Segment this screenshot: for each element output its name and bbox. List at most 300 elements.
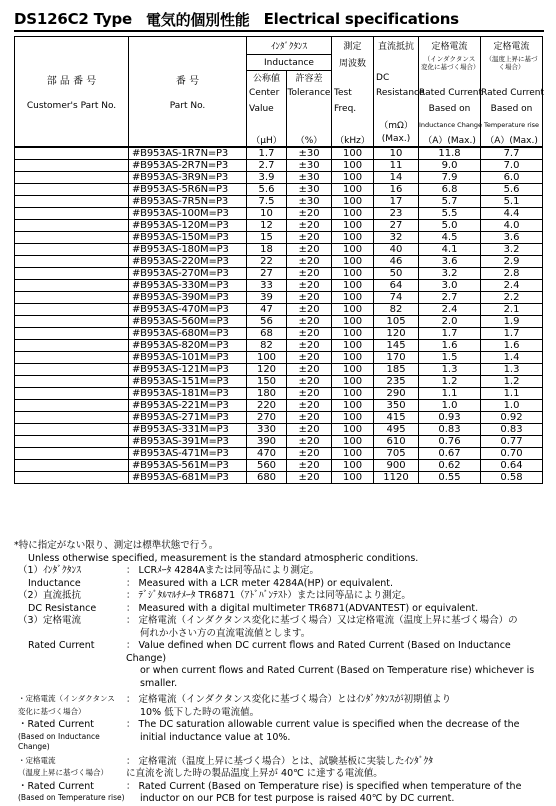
hdr-freq-en2: Freq. (334, 103, 357, 114)
cell-rated-current-l: 2.0 (419, 315, 481, 327)
cell-inductance: 120 (247, 363, 287, 375)
cell-dcr: 64 (374, 279, 419, 291)
def1-text-ja1: ： 定格電流（インダクタンス変化に基づく場合）とはｲﾝﾀﾞｸﾀﾝｽが初期値より (126, 694, 452, 705)
note1-label-ja: （1）ｲﾝﾀﾞｸﾀﾝｽ (18, 565, 82, 576)
cell-test-freq: 100 (332, 303, 374, 315)
def2-label-en2: (Based on Temperature rise) (18, 793, 125, 802)
cell-rated-current-t: 3.2 (481, 243, 543, 255)
cell-part-no: #B953AS-820M=P3 (129, 339, 247, 351)
cell-part-no: #B953AS-221M=P3 (129, 399, 247, 411)
hdr-freq-ja2: 周波数 (339, 59, 367, 69)
cell-customer-part-no (15, 231, 129, 243)
cell-inductance: 270 (247, 411, 287, 423)
hdr-nominal-unit: （μH） (251, 135, 282, 146)
cell-rated-current-t: 0.83 (481, 423, 543, 435)
cell-customer-part-no (15, 315, 129, 327)
cell-test-freq: 100 (332, 231, 374, 243)
hdr-rc1-ja: 定格電流 (431, 42, 468, 53)
cell-dcr: 16 (374, 183, 419, 195)
cell-tolerance: ±20 (287, 387, 332, 399)
cell-part-no: #B953AS-1R7N=P3 (129, 147, 247, 160)
cell-customer-part-no (15, 147, 129, 160)
cell-dcr: 170 (374, 351, 419, 363)
cell-customer-part-no (15, 219, 129, 231)
cell-test-freq: 100 (332, 327, 374, 339)
cell-customer-part-no (15, 183, 129, 195)
hdr-tol-unit: （%） (295, 135, 323, 146)
note2-text-ja: ： ﾃﾞｼﾞﾀﾙﾏﾙﾁﾒｰﾀ TR6871（ｱﾄﾞﾊﾞﾝﾃｽﾄ）または同等品により測定。 (126, 590, 411, 601)
hdr-dcr-en2: Resistance (376, 87, 425, 98)
cell-inductance: 470 (247, 447, 287, 459)
note3-text-ja2: 何れか小さい方の直流電流値とします。 (140, 627, 311, 639)
cell-customer-part-no (15, 159, 129, 171)
cell-part-no: #B953AS-5R6N=P3 (129, 183, 247, 195)
cell-tolerance: ±20 (287, 207, 332, 219)
cell-inductance: 47 (247, 303, 287, 315)
cell-test-freq: 100 (332, 219, 374, 231)
cell-test-freq: 100 (332, 195, 374, 207)
hdr-rc2-sub: （温度上昇に基づく場合） (485, 54, 538, 71)
cell-rated-current-t: 2.8 (481, 267, 543, 279)
cell-tolerance: ±20 (287, 351, 332, 363)
cell-inductance: 27 (247, 267, 287, 279)
cell-customer-part-no (15, 207, 129, 219)
cell-test-freq: 100 (332, 471, 374, 483)
cell-inductance: 82 (247, 339, 287, 351)
hdr-part-no-en: Customer's Part No. (26, 100, 117, 111)
hdr-inductance-en: Inductance (264, 57, 314, 68)
cell-test-freq: 100 (332, 171, 374, 183)
hdr-nominal-en1: Center (249, 87, 280, 98)
hdr-ban-ja: 番 号 (175, 75, 200, 87)
cell-part-no: #B953AS-101M=P3 (129, 351, 247, 363)
cell-dcr: 105 (374, 315, 419, 327)
table-row (15, 411, 543, 423)
cell-test-freq: 100 (332, 183, 374, 195)
cell-dcr: 82 (374, 303, 419, 315)
cell-customer-part-no (15, 255, 129, 267)
cell-tolerance: ±20 (287, 327, 332, 339)
cell-customer-part-no (15, 411, 129, 423)
title-model: DS126C2 Type (14, 10, 132, 28)
cell-part-no: #B953AS-391M=P3 (129, 435, 247, 447)
note3-text-en1: ： Value defined when DC current flows and Rated Current (Based on Inductance Change) (126, 640, 511, 664)
cell-tolerance: ±20 (287, 279, 332, 291)
def2-label-ja1: ・定格電流 (18, 755, 56, 765)
cell-rated-current-l: 1.1 (419, 387, 481, 399)
note-intro-en: Unless otherwise specified, measurement is the standard atmospheric conditions. (28, 552, 419, 564)
hdr-freq-ja1: 測定 (343, 42, 362, 53)
cell-inductance: 680 (247, 471, 287, 483)
def1-label-ja2: 変化に基づく場合） (18, 706, 86, 716)
def1-label-en2: (Based on Inductance Change) (18, 731, 100, 751)
note3-text-ja1: ： 定格電流（インダクタンス変化に基づく場合）又は定格電流（温度上昇に基づく場合）の (126, 615, 518, 626)
cell-test-freq: 100 (332, 459, 374, 471)
cell-test-freq: 100 (332, 411, 374, 423)
note1-text-en: ： Measured with a LCR meter 4284A(HP) or equivalent. (126, 577, 394, 589)
note2-label-ja: （2）直流抵抗 (18, 590, 82, 601)
cell-tolerance: ±30 (287, 171, 332, 183)
cell-tolerance: ±20 (287, 219, 332, 231)
cell-tolerance: ±20 (287, 291, 332, 303)
cell-rated-current-t: 4.0 (481, 219, 543, 231)
note3-text-en2: or when current flows and Rated Current (Based on Temperature rise) whichever is smaller. (140, 665, 535, 689)
cell-tolerance: ±20 (287, 459, 332, 471)
cell-part-no: #B953AS-271M=P3 (129, 411, 247, 423)
cell-dcr: 290 (374, 387, 419, 399)
cell-part-no: #B953AS-470M=P3 (129, 303, 247, 315)
cell-customer-part-no (15, 303, 129, 315)
cell-rated-current-l: 4.5 (419, 231, 481, 243)
cell-rated-current-l: 3.6 (419, 255, 481, 267)
cell-dcr: 40 (374, 243, 419, 255)
cell-rated-current-t: 6.0 (481, 171, 543, 183)
title-underline (14, 30, 544, 32)
cell-rated-current-l: 1.0 (419, 399, 481, 411)
cell-dcr: 23 (374, 207, 419, 219)
cell-rated-current-l: 1.6 (419, 339, 481, 351)
cell-part-no: #B953AS-2R7N=P3 (129, 159, 247, 171)
cell-part-no: #B953AS-120M=P3 (129, 219, 247, 231)
cell-dcr: 32 (374, 231, 419, 243)
cell-rated-current-t: 7.0 (481, 159, 543, 171)
cell-part-no: #B953AS-100M=P3 (129, 207, 247, 219)
table-row (15, 399, 543, 411)
cell-rated-current-t: 0.70 (481, 447, 543, 459)
cell-inductance: 7.5 (247, 195, 287, 207)
table-row (15, 231, 543, 243)
hdr-rc1-sub: （インダクタンス変化に基づく場合） (421, 54, 480, 71)
cell-inductance: 22 (247, 255, 287, 267)
hdr-part-no-ja: 部 品 番 号 (46, 75, 97, 87)
note-intro-ja: *特に指定がない限り、測定は標準状態で行う。 (14, 540, 219, 551)
table-row (15, 327, 543, 339)
cell-inductance: 180 (247, 387, 287, 399)
page-title (14, 6, 544, 32)
cell-rated-current-l: 2.4 (419, 303, 481, 315)
cell-tolerance: ±20 (287, 471, 332, 483)
cell-part-no: #B953AS-390M=P3 (129, 291, 247, 303)
cell-dcr: 17 (374, 195, 419, 207)
table-row (15, 303, 543, 315)
cell-dcr: 495 (374, 423, 419, 435)
cell-customer-part-no (15, 195, 129, 207)
cell-tolerance: ±20 (287, 363, 332, 375)
cell-rated-current-t: 7.7 (481, 147, 543, 160)
cell-dcr: 11 (374, 159, 419, 171)
cell-rated-current-l: 2.7 (419, 291, 481, 303)
table-row (15, 147, 543, 160)
cell-rated-current-t: 1.2 (481, 375, 543, 387)
hdr-ban-en: Part No. (169, 100, 206, 111)
cell-tolerance: ±20 (287, 435, 332, 447)
table-row (15, 363, 543, 375)
cell-test-freq: 100 (332, 159, 374, 171)
hdr-tol-en: Tolerance (287, 87, 331, 98)
cell-part-no: #B953AS-270M=P3 (129, 267, 247, 279)
title-ja: 電気的個別性能 (145, 10, 250, 29)
cell-rated-current-t: 1.3 (481, 363, 543, 375)
cell-inductance: 56 (247, 315, 287, 327)
cell-customer-part-no (15, 363, 129, 375)
hdr-rc1-en2: Based on (428, 103, 471, 114)
cell-test-freq: 100 (332, 255, 374, 267)
cell-inductance: 15 (247, 231, 287, 243)
cell-rated-current-l: 11.8 (419, 147, 481, 160)
cell-test-freq: 100 (332, 399, 374, 411)
cell-test-freq: 100 (332, 363, 374, 375)
cell-tolerance: ±20 (287, 423, 332, 435)
cell-rated-current-l: 0.83 (419, 423, 481, 435)
cell-test-freq: 100 (332, 147, 374, 160)
hdr-freq-en1: Test (334, 87, 352, 98)
table-row (15, 159, 543, 171)
cell-test-freq: 100 (332, 207, 374, 219)
cell-customer-part-no (15, 327, 129, 339)
note1-label-en: Inductance (28, 577, 81, 589)
table-row (15, 279, 543, 291)
cell-test-freq: 100 (332, 267, 374, 279)
cell-part-no: #B953AS-471M=P3 (129, 447, 247, 459)
cell-rated-current-t: 2.2 (481, 291, 543, 303)
table-body (15, 147, 543, 484)
cell-customer-part-no (15, 447, 129, 459)
def2-text-en2: inductor on our PCB for test purpose is raised 40℃ by DC current. (140, 793, 455, 804)
cell-rated-current-l: 6.8 (419, 183, 481, 195)
cell-test-freq: 100 (332, 243, 374, 255)
note3-label-ja: （3）定格電流 (18, 615, 82, 626)
cell-customer-part-no (15, 375, 129, 387)
cell-rated-current-l: 1.2 (419, 375, 481, 387)
table-row (15, 291, 543, 303)
cell-inductance: 68 (247, 327, 287, 339)
cell-dcr: 145 (374, 339, 419, 351)
cell-rated-current-l: 3.0 (419, 279, 481, 291)
cell-inductance: 5.6 (247, 183, 287, 195)
cell-dcr: 120 (374, 327, 419, 339)
cell-rated-current-l: 5.7 (419, 195, 481, 207)
cell-customer-part-no (15, 459, 129, 471)
cell-part-no: #B953AS-151M=P3 (129, 375, 247, 387)
table-row (15, 195, 543, 207)
cell-tolerance: ±20 (287, 303, 332, 315)
cell-test-freq: 100 (332, 291, 374, 303)
cell-inductance: 390 (247, 435, 287, 447)
cell-rated-current-t: 5.1 (481, 195, 543, 207)
table-row (15, 219, 543, 231)
cell-part-no: #B953AS-220M=P3 (129, 255, 247, 267)
hdr-rc2-en3: Temperature rise (483, 120, 540, 129)
cell-inductance: 10 (247, 207, 287, 219)
def1-text-en1: ： The DC saturation allowable current value is specified when the decrease of the (126, 719, 520, 730)
cell-dcr: 235 (374, 375, 419, 387)
cell-customer-part-no (15, 387, 129, 399)
hdr-rc2-en1: Rated Current (481, 87, 545, 98)
cell-rated-current-t: 3.6 (481, 231, 543, 243)
cell-customer-part-no (15, 339, 129, 351)
table-row (15, 171, 543, 183)
cell-rated-current-t: 1.0 (481, 399, 543, 411)
cell-part-no: #B953AS-180M=P3 (129, 243, 247, 255)
cell-rated-current-t: 0.64 (481, 459, 543, 471)
cell-part-no: #B953AS-560M=P3 (129, 315, 247, 327)
cell-tolerance: ±30 (287, 183, 332, 195)
cell-customer-part-no (15, 471, 129, 483)
cell-customer-part-no (15, 423, 129, 435)
cell-customer-part-no (15, 243, 129, 255)
table-row (15, 375, 543, 387)
note1-text-ja: ： LCRﾒｰﾀ 4284Aまたは同等品により測定。 (126, 565, 319, 576)
cell-inductance: 33 (247, 279, 287, 291)
cell-rated-current-t: 1.6 (481, 339, 543, 351)
cell-tolerance: ±20 (287, 375, 332, 387)
table-row (15, 351, 543, 363)
cell-rated-current-l: 4.1 (419, 243, 481, 255)
cell-tolerance: ±30 (287, 159, 332, 171)
cell-tolerance: ±20 (287, 267, 332, 279)
cell-rated-current-t: 1.1 (481, 387, 543, 399)
hdr-rc2-unit: （A）(Max.) (485, 135, 538, 146)
cell-test-freq: 100 (332, 375, 374, 387)
note3-label-en: Rated Current (28, 640, 95, 651)
cell-part-no: #B953AS-680M=P3 (129, 327, 247, 339)
cell-dcr: 1120 (374, 471, 419, 483)
cell-tolerance: ±20 (287, 243, 332, 255)
cell-tolerance: ±20 (287, 231, 332, 243)
cell-inductance: 2.7 (247, 159, 287, 171)
cell-rated-current-l: 5.5 (419, 207, 481, 219)
spec-table (14, 36, 545, 484)
cell-tolerance: ±20 (287, 399, 332, 411)
cell-tolerance: ±20 (287, 315, 332, 327)
cell-part-no: #B953AS-331M=P3 (129, 423, 247, 435)
cell-customer-part-no (15, 351, 129, 363)
cell-rated-current-t: 2.9 (481, 255, 543, 267)
table-row (15, 255, 543, 267)
cell-part-no: #B953AS-150M=P3 (129, 231, 247, 243)
cell-tolerance: ±30 (287, 195, 332, 207)
cell-dcr: 14 (374, 171, 419, 183)
cell-dcr: 610 (374, 435, 419, 447)
cell-rated-current-t: 2.4 (481, 279, 543, 291)
table-row (15, 339, 543, 351)
def1-text-ja2: 10% 低下した時の電流値。 (140, 706, 260, 718)
table-row (15, 423, 543, 435)
cell-test-freq: 100 (332, 387, 374, 399)
cell-inductance: 560 (247, 459, 287, 471)
def2-text-ja2: に直流を流した時の製品温度上昇が 40℃ に達する電流値。 (126, 768, 383, 779)
hdr-dcr-unit1: （mΩ） (379, 121, 413, 131)
cell-dcr: 46 (374, 255, 419, 267)
cell-inductance: 330 (247, 423, 287, 435)
table-row (15, 207, 543, 219)
def1-label-ja1: ・定格電流（インダクタンス (18, 694, 115, 703)
table-row (15, 267, 543, 279)
cell-tolerance: ±20 (287, 255, 332, 267)
cell-rated-current-l: 1.3 (419, 363, 481, 375)
cell-rated-current-l: 1.5 (419, 351, 481, 363)
hdr-tol-ja: 許容差 (295, 74, 323, 85)
hdr-rc1-unit: （A）(Max.) (423, 135, 476, 146)
table-row (15, 471, 543, 483)
cell-rated-current-l: 3.2 (419, 267, 481, 279)
cell-rated-current-l: 0.62 (419, 459, 481, 471)
hdr-rc2-en2: Based on (490, 103, 533, 114)
table-row (15, 447, 543, 459)
cell-rated-current-t: 5.6 (481, 183, 543, 195)
cell-part-no: #B953AS-181M=P3 (129, 387, 247, 399)
cell-rated-current-t: 0.58 (481, 471, 543, 483)
cell-dcr: 74 (374, 291, 419, 303)
def1-text-en2: initial inductance value at 10%. (140, 731, 291, 743)
cell-dcr: 415 (374, 411, 419, 423)
hdr-dcr-en1: DC (376, 72, 390, 83)
cell-rated-current-t: 1.7 (481, 327, 543, 339)
hdr-rc1-en3: Inductance Change (419, 120, 483, 129)
hdr-rc1-en1: Rated Current (419, 87, 483, 98)
cell-dcr: 10 (374, 147, 419, 160)
hdr-nominal-en2: Value (249, 103, 274, 114)
def2-text-en1: ： Rated Current (Based on Temperature rise) is specified when temperature of the (126, 780, 522, 792)
cell-rated-current-l: 0.93 (419, 411, 481, 423)
cell-part-no: #B953AS-330M=P3 (129, 279, 247, 291)
cell-part-no: #B953AS-7R5N=P3 (129, 195, 247, 207)
cell-test-freq: 100 (332, 447, 374, 459)
cell-part-no: #B953AS-121M=P3 (129, 363, 247, 375)
cell-rated-current-t: 0.77 (481, 435, 543, 447)
cell-customer-part-no (15, 267, 129, 279)
cell-rated-current-l: 0.55 (419, 471, 481, 483)
cell-test-freq: 100 (332, 279, 374, 291)
def2-label-ja2: （温度上昇に基づく場合） (18, 768, 108, 777)
cell-rated-current-t: 1.9 (481, 315, 543, 327)
cell-rated-current-l: 7.9 (419, 171, 481, 183)
cell-rated-current-l: 5.0 (419, 219, 481, 231)
cell-dcr: 350 (374, 399, 419, 411)
cell-tolerance: ±20 (287, 339, 332, 351)
cell-customer-part-no (15, 171, 129, 183)
table-row (15, 435, 543, 447)
cell-part-no: #B953AS-561M=P3 (129, 459, 247, 471)
def2-label-en1: ・Rated Current (18, 780, 95, 792)
title-en: Electrical specifications (263, 10, 459, 28)
cell-test-freq: 100 (332, 435, 374, 447)
cell-test-freq: 100 (332, 339, 374, 351)
cell-inductance: 18 (247, 243, 287, 255)
table-row (15, 387, 543, 399)
note2-text-en: ： Measured with a digital multimeter TR6871(ADVANTEST) or equivalent. (126, 602, 479, 614)
cell-rated-current-t: 4.4 (481, 207, 543, 219)
cell-rated-current-l: 9.0 (419, 159, 481, 171)
def2-text-ja1: ： 定格電流（温度上昇に基づく場合）とは、試験基板に実装したｲﾝﾀﾞｸﾀ (126, 755, 434, 767)
cell-rated-current-t: 2.1 (481, 303, 543, 315)
cell-dcr: 27 (374, 219, 419, 231)
cell-inductance: 1.7 (247, 147, 287, 160)
cell-part-no: #B953AS-681M=P3 (129, 471, 247, 483)
cell-customer-part-no (15, 279, 129, 291)
cell-dcr: 185 (374, 363, 419, 375)
cell-dcr: 50 (374, 267, 419, 279)
table-header (15, 37, 543, 147)
cell-rated-current-t: 1.4 (481, 351, 543, 363)
hdr-rc2-ja: 定格電流 (493, 42, 530, 53)
cell-inductance: 12 (247, 219, 287, 231)
cell-test-freq: 100 (332, 351, 374, 363)
table-row (15, 459, 543, 471)
cell-inductance: 39 (247, 291, 287, 303)
cell-inductance: 150 (247, 375, 287, 387)
cell-dcr: 900 (374, 459, 419, 471)
